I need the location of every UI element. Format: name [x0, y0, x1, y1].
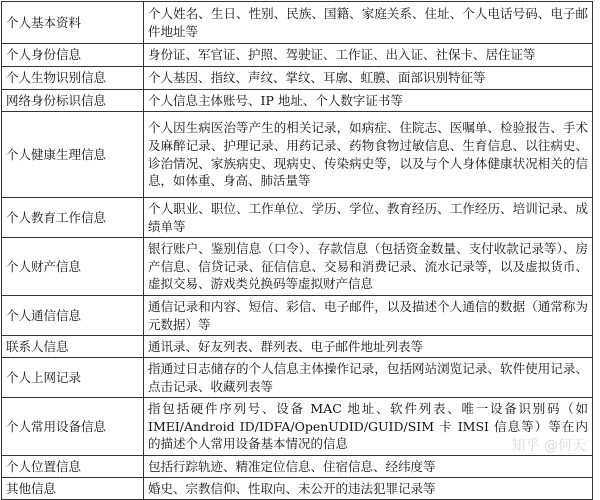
row-description: 银行账户、鉴别信息（口令）、存款信息（包括资金数量、支付收款记录等）、房产信息、信贷记录、征信信息、交易和消费记录、流水记录等，以及虚拟货币、虚拟交易、游戏类兑换码等虚拟财产信息	[144, 238, 593, 296]
row-category: 网络身份标识信息	[2, 90, 144, 112]
row-description: 个人信息主体账号、IP 地址、个人数字证书等	[144, 90, 593, 112]
row-description: 通讯录、好友列表、群列表、电子邮件地址列表等	[144, 336, 593, 358]
row-category: 个人教育工作信息	[2, 198, 144, 238]
table-row	[2, 44, 593, 67]
table-row	[2, 112, 593, 198]
table-row	[2, 90, 593, 112]
table-row	[2, 2, 593, 44]
row-category: 个人通信信息	[2, 296, 144, 336]
table-row	[2, 478, 593, 500]
row-description: 包括行踪轨迹、精准定位信息、住宿信息、经纬度等	[144, 456, 593, 478]
row-category: 个人财产信息	[2, 238, 144, 296]
row-category: 个人身份信息	[2, 44, 144, 67]
row-category: 个人基本资料	[2, 2, 144, 44]
table-row	[2, 296, 593, 336]
row-description: 身份证、军官证、护照、驾驶证、工作证、出入证、社保卡、居住证等	[144, 44, 593, 67]
row-description: 个人因生病医治等产生的相关记录，如病症、住院志、医嘱单、检验报告、手术及麻醉记录、护理记录、用药记录、药物食物过敏信息、生育信息、以往病史、诊治情况、家族病史、现病史、传染病史等，以及与个人身体健康状况相关的信息，如体重、身高、肺活量等	[144, 112, 593, 198]
row-category: 联系人信息	[2, 336, 144, 358]
table-row	[2, 336, 593, 358]
table-row	[2, 358, 593, 398]
row-description: 婚史、宗教信仰、性取向、未公开的违法犯罪记录等	[144, 478, 593, 500]
row-description: 个人基因、指纹、声纹、掌纹、耳廓、虹膜、面部识别特征等	[144, 67, 593, 90]
row-category: 个人健康生理信息	[2, 112, 144, 198]
personal-info-table	[1, 1, 593, 500]
row-description: 指通过日志储存的个人信息主体操作记录，包括网站浏览记录、软件使用记录、点击记录、收藏列表等	[144, 358, 593, 398]
row-category: 其他信息	[2, 478, 144, 500]
table-row	[2, 398, 593, 456]
table-row	[2, 198, 593, 238]
row-category: 个人常用设备信息	[2, 398, 144, 456]
row-category: 个人位置信息	[2, 456, 144, 478]
table-row	[2, 238, 593, 296]
row-category: 个人上网记录	[2, 358, 144, 398]
row-category: 个人生物识别信息	[2, 67, 144, 90]
row-description: 通信记录和内容、短信、彩信、电子邮件，以及描述个人通信的数据（通常称为元数据）等	[144, 296, 593, 336]
table-row	[2, 456, 593, 478]
table-row	[2, 67, 593, 90]
watermark: 知乎 @何天	[512, 435, 586, 455]
row-description: 个人职业、职位、工作单位、学历、学位、教育经历、工作经历、培训记录、成绩单等	[144, 198, 593, 238]
row-description: 指包括硬件序列号、设备 MAC 地址、软件列表、唯一设备识别码（如IMEI/Android ID/IDFA/OpenUDID/GUID/SIM 卡 IMSI 信息等）等在内的描述个人常用设备基本情况的信息	[144, 398, 593, 456]
row-description: 个人姓名、生日、性别、民族、国籍、家庭关系、住址、个人电话号码、电子邮件地址等	[144, 2, 593, 44]
